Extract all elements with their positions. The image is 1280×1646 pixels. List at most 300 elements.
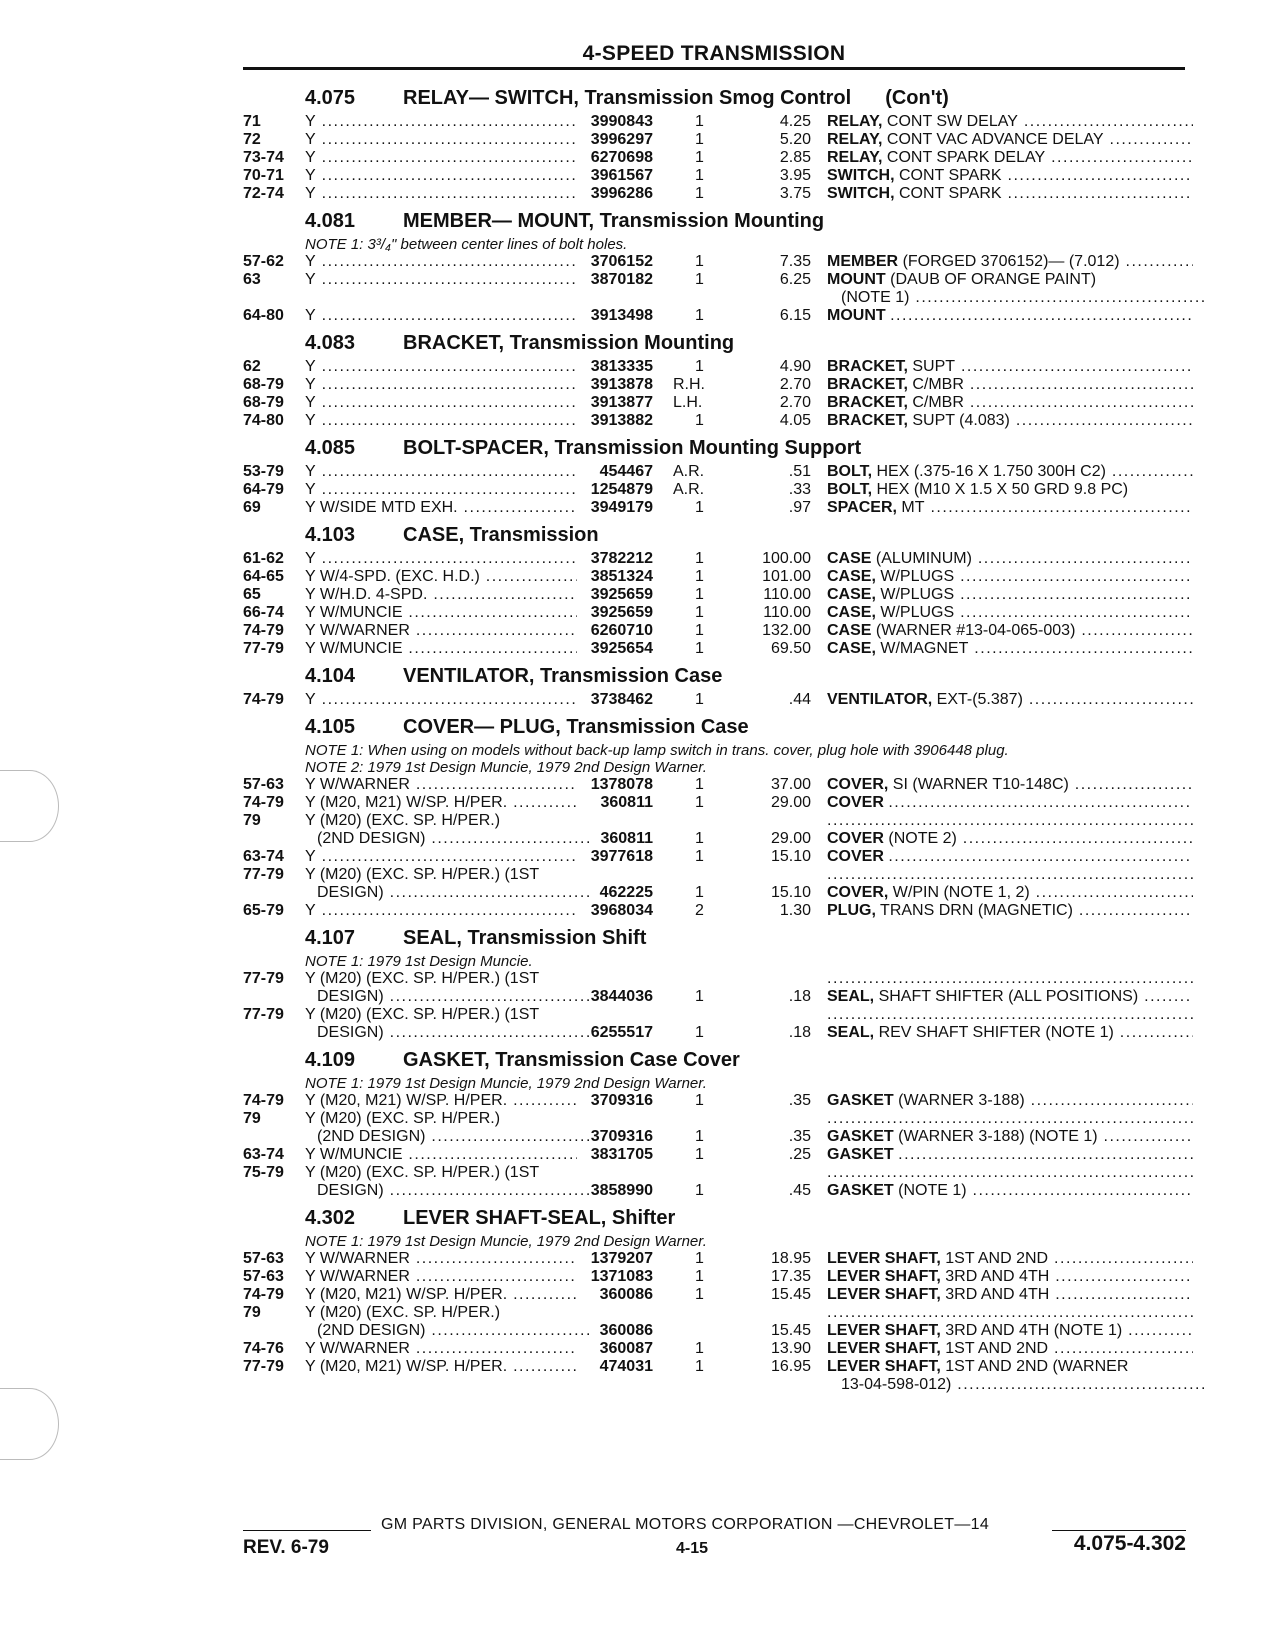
table-row [243, 568, 1193, 586]
description-noun: CASE, [827, 640, 876, 657]
application-text: (2ND DESIGN) [317, 1128, 426, 1145]
application [305, 167, 577, 185]
model-year: 74-79 [243, 794, 284, 811]
section-title: RELAY— SWITCH, Transmission Smog Control [403, 87, 852, 109]
part-number: 6255517 [590, 1024, 653, 1041]
description-noun: COVER, [827, 884, 889, 901]
table-row [243, 776, 1193, 794]
application-text: Y (M20) (EXC. SP. H/PER.) (1ST [305, 970, 540, 987]
description [827, 1092, 1193, 1110]
model-year: 72 [243, 131, 261, 148]
description-noun: CASE [827, 550, 872, 567]
model-year: 77-79 [243, 866, 284, 883]
quantity: 1 [695, 113, 704, 130]
price: .51 [788, 463, 811, 480]
section-range: 4.075-4.302 [1073, 1532, 1186, 1555]
table-row [243, 412, 1193, 430]
price: 15.45 [770, 1322, 811, 1339]
table-row [243, 358, 1193, 376]
table-row [243, 376, 1193, 394]
model-year: 77-79 [243, 1006, 284, 1023]
description-text: HEX (M10 X 1.5 X 50 GRD 9.8 PC) [876, 481, 1129, 498]
description [827, 1268, 1193, 1286]
description-noun: CASE, [827, 604, 876, 621]
application [305, 776, 577, 794]
application-text: Y W/MUNCIE [305, 1146, 403, 1163]
part-number: 1254879 [590, 481, 653, 498]
application-text: Y W/WARNER [305, 776, 410, 793]
description [827, 776, 1193, 794]
part-number: 3968034 [590, 902, 653, 919]
price: 101.00 [762, 568, 811, 585]
table-row [243, 1250, 1193, 1268]
footer-rule-left [243, 1530, 371, 1531]
table-row [243, 640, 1193, 658]
part-number: 454467 [599, 463, 653, 480]
part-number: 3990843 [590, 113, 653, 130]
application [305, 622, 577, 640]
section-number: 4.085 [305, 437, 356, 459]
part-number: 360811 [600, 830, 653, 847]
part-number: 3913878 [590, 376, 653, 393]
section-number: 4.083 [305, 332, 356, 354]
quantity: 1 [695, 412, 704, 429]
table-row [243, 550, 1193, 568]
description-noun: CASE, [827, 568, 876, 585]
part-number: 3996297 [590, 131, 653, 148]
description-noun: LEVER SHAFT, [827, 1358, 941, 1375]
price: 29.00 [770, 830, 811, 847]
description [827, 1286, 1193, 1304]
application-text: Y [305, 481, 316, 498]
description-text: (DAUB OF ORANGE PAINT) [890, 271, 1097, 288]
quantity: 1 [695, 794, 704, 811]
part-number: 3996286 [590, 185, 653, 202]
application [305, 1304, 577, 1322]
description-text: EXT-(5.387) [936, 691, 1023, 708]
quantity: 1 [695, 271, 704, 288]
part-number: 3870182 [590, 271, 653, 288]
description [827, 167, 1193, 185]
quantity: L.H. [673, 394, 703, 411]
description [827, 830, 1193, 848]
price: 1.30 [779, 902, 811, 919]
price: .35 [788, 1092, 811, 1109]
application-text: DESIGN) [317, 1024, 384, 1041]
model-year: 72-74 [243, 185, 284, 202]
description-noun: CASE, [827, 586, 876, 603]
application-text: Y [305, 131, 316, 148]
price: .45 [788, 1182, 811, 1199]
price: 4.25 [779, 113, 811, 130]
section-number: 4.081 [305, 210, 356, 232]
quantity: 1 [695, 1024, 704, 1041]
description-text: 1ST AND 2ND [945, 1340, 1049, 1357]
description-noun: BOLT, [827, 463, 873, 480]
table-row [243, 1358, 1193, 1376]
description-text: (WARNER 3-188) (NOTE 1) [898, 1128, 1098, 1145]
price: 2.70 [779, 394, 811, 411]
application-text: Y (M20, M21) W/SP. H/PER. [305, 1092, 508, 1109]
section-number: 4.075 [305, 87, 356, 109]
section-heading [243, 329, 1193, 358]
table-row [243, 604, 1193, 622]
model-year: 79 [243, 1110, 261, 1127]
part-number: 3858990 [590, 1182, 653, 1199]
description [827, 884, 1193, 902]
section-note: NOTE 1: 1979 1st Design Muncie. [305, 953, 533, 970]
model-year: 74-79 [243, 1286, 284, 1303]
section-title: CASE, Transmission [403, 524, 599, 546]
table-row [243, 970, 1193, 988]
description-noun: GASKET [827, 1128, 894, 1145]
description [827, 812, 1193, 830]
model-year: 75-79 [243, 1164, 284, 1181]
description-noun: LEVER SHAFT, [827, 1322, 941, 1339]
description [827, 1304, 1193, 1322]
model-year: 79 [243, 812, 261, 829]
application-text: Y [305, 271, 316, 288]
description-noun: CASE [827, 622, 872, 639]
price: 37.00 [770, 776, 811, 793]
description [827, 1006, 1193, 1024]
section-title: VENTILATOR, Transmission Case [403, 665, 723, 687]
description [827, 499, 1193, 517]
application-text: Y W/MUNCIE [305, 640, 403, 657]
table-row [243, 481, 1193, 499]
price: 15.45 [770, 1286, 811, 1303]
description [827, 1250, 1193, 1268]
description-noun: MOUNT [827, 271, 886, 288]
quantity: 1 [695, 640, 704, 657]
application-text: Y [305, 394, 316, 411]
application [305, 131, 577, 149]
description-text: (NOTE 1) [898, 1182, 967, 1199]
model-year: 63 [243, 271, 261, 288]
model-year: 71 [243, 113, 261, 130]
quantity: 1 [695, 586, 704, 603]
price: 4.05 [779, 412, 811, 429]
section-heading [243, 521, 1193, 550]
description [827, 149, 1193, 167]
application-text: Y [305, 167, 316, 184]
application-text: Y W/SIDE MTD EXH. [305, 499, 458, 516]
table-row [243, 586, 1193, 604]
table-row [243, 848, 1193, 866]
model-year: 66-74 [243, 604, 284, 621]
price: .33 [788, 481, 811, 498]
table-row [243, 271, 1193, 289]
application [305, 902, 577, 920]
section-heading [243, 434, 1193, 463]
application [305, 812, 577, 830]
description-text: 3RD AND 4TH [945, 1268, 1050, 1285]
part-number: 3813335 [590, 358, 653, 375]
description [827, 185, 1193, 203]
description-text: W/PLUGS [880, 568, 955, 585]
application [305, 307, 577, 325]
description-noun: LEVER SHAFT, [827, 1250, 941, 1267]
part-number: 3738462 [590, 691, 653, 708]
part-number: 3831705 [590, 1146, 653, 1163]
description-text: MT [901, 499, 925, 516]
application-text: DESIGN) [317, 988, 384, 1005]
section-heading [243, 1204, 1193, 1233]
description [827, 988, 1193, 1006]
application-text: Y [305, 550, 316, 567]
part-number: 1378078 [590, 776, 653, 793]
part-number: 360086 [599, 1286, 653, 1303]
application [317, 1024, 589, 1042]
model-year: 65-79 [243, 902, 284, 919]
application-text: Y W/4-SPD. (EXC. H.D.) [305, 568, 480, 585]
price: 3.75 [779, 185, 811, 202]
application [317, 1322, 589, 1340]
application [305, 1164, 577, 1182]
table-row [243, 185, 1193, 203]
model-year: 68-79 [243, 394, 284, 411]
model-year: 74-79 [243, 691, 284, 708]
description [827, 307, 1193, 325]
price: 3.95 [779, 167, 811, 184]
price: .35 [788, 1128, 811, 1145]
application-text: Y (M20) (EXC. SP. H/PER.) [305, 1304, 501, 1321]
part-number: 6260710 [590, 622, 653, 639]
price: .18 [788, 1024, 811, 1041]
table-row [243, 167, 1193, 185]
application-text: Y W/MUNCIE [305, 604, 403, 621]
application-text: Y [305, 902, 316, 919]
quantity: 1 [695, 1182, 704, 1199]
price: 17.35 [770, 1268, 811, 1285]
application-text: Y [305, 376, 316, 393]
quantity: 1 [695, 830, 704, 847]
model-year: 57-63 [243, 1250, 284, 1267]
section-number: 4.104 [305, 665, 356, 687]
application-text: Y W/H.D. 4-SPD. [305, 586, 428, 603]
table-row [243, 884, 1193, 902]
model-year: 77-79 [243, 1358, 284, 1375]
part-number: 3844036 [590, 988, 653, 1005]
part-number: 3709316 [590, 1128, 653, 1145]
table-row [243, 1128, 1193, 1146]
price: .18 [788, 988, 811, 1005]
section-heading [243, 1046, 1193, 1075]
application-text: Y (M20) (EXC. SP. H/PER.) [305, 812, 501, 829]
description-text: SUPT [912, 358, 956, 375]
part-number: 360086 [599, 1322, 653, 1339]
table-row [243, 1006, 1193, 1024]
description-noun: COVER [827, 830, 884, 847]
application [305, 412, 577, 430]
application [305, 481, 577, 499]
quantity: 1 [695, 131, 704, 148]
application-text: Y [305, 412, 316, 429]
description [827, 1358, 1193, 1376]
quantity: 1 [695, 253, 704, 270]
quantity: A.R. [673, 463, 705, 480]
table-row [243, 866, 1193, 884]
application-text: Y [305, 149, 316, 166]
quantity: 1 [695, 1250, 704, 1267]
quantity: 1 [695, 884, 704, 901]
description-noun: LEVER SHAFT, [827, 1286, 941, 1303]
table-row [243, 812, 1193, 830]
section-note: NOTE 1: 1979 1st Design Muncie, 1979 2nd Design Warner. [305, 1075, 707, 1092]
description [827, 1128, 1193, 1146]
section-title: BOLT-SPACER, Transmission Mounting Support [403, 437, 862, 459]
parts-list [243, 80, 1193, 1394]
description-text: SI (WARNER T10-148C) [892, 776, 1069, 793]
description [827, 1024, 1193, 1042]
description [827, 271, 1193, 289]
description-text: (WARNER 3-188) [898, 1092, 1025, 1109]
price: 15.10 [770, 848, 811, 865]
application-text: Y [305, 691, 316, 708]
application-text: Y [305, 358, 316, 375]
section-note: NOTE 1: 1979 1st Design Muncie, 1979 2nd Design Warner. [305, 1233, 707, 1250]
description-noun: PLUG, [827, 902, 876, 919]
quantity: 1 [695, 550, 704, 567]
table-row [243, 1110, 1193, 1128]
table-row [243, 1092, 1193, 1110]
description-text: W/MAGNET [880, 640, 969, 657]
application [305, 113, 577, 131]
description [827, 568, 1193, 586]
application-text: Y W/WARNER [305, 622, 410, 639]
description [841, 289, 1207, 307]
application [305, 794, 577, 812]
price: 13.90 [770, 1340, 811, 1357]
description [827, 1146, 1193, 1164]
section-note: NOTE 1: When using on models without back-up lamp switch in trans. cover, plug hole with 3906448 plug. [305, 742, 1009, 759]
revision-date: REV. 6-79 [243, 1537, 329, 1558]
table-row [243, 1340, 1193, 1358]
application [305, 604, 577, 622]
quantity: 1 [695, 1146, 704, 1163]
application-text: Y W/WARNER [305, 1268, 410, 1285]
quantity: R.H. [673, 376, 705, 393]
description-text: 1ST AND 2ND [945, 1250, 1049, 1267]
model-year: 69 [243, 499, 261, 516]
description [827, 1322, 1193, 1340]
table-row [243, 131, 1193, 149]
description [827, 481, 1193, 499]
price: 29.00 [770, 794, 811, 811]
description [827, 1164, 1193, 1182]
table-row [243, 1146, 1193, 1164]
application [305, 1092, 577, 1110]
description-noun: BRACKET, [827, 394, 908, 411]
model-year: 63-74 [243, 848, 284, 865]
description [827, 412, 1193, 430]
table-row [243, 253, 1193, 271]
table-row [243, 289, 1193, 307]
price: 6.15 [779, 307, 811, 324]
description-noun: LEVER SHAFT, [827, 1340, 941, 1357]
quantity: 1 [695, 988, 704, 1005]
application [305, 1340, 577, 1358]
model-year: 53-79 [243, 463, 284, 480]
description-noun: VENTILATOR, [827, 691, 933, 708]
description-text: (WARNER #13-04-065-003) [875, 622, 1076, 639]
description [827, 376, 1193, 394]
table-row [243, 1286, 1193, 1304]
section-number: 4.302 [305, 1207, 356, 1229]
application [317, 988, 589, 1006]
quantity: A.R. [673, 481, 705, 498]
model-year: 64-80 [243, 307, 284, 324]
application [305, 970, 577, 988]
description-noun: SWITCH, [827, 167, 895, 184]
page-number: 4-15 [676, 1540, 709, 1557]
quantity: 1 [695, 499, 704, 516]
description [827, 394, 1193, 412]
application [305, 1286, 577, 1304]
header-rule [243, 67, 1185, 70]
application [305, 376, 577, 394]
description-noun: RELAY, [827, 113, 883, 130]
application [305, 1358, 577, 1376]
description [827, 358, 1193, 376]
description-text: 3RD AND 4TH (NOTE 1) [945, 1322, 1123, 1339]
quantity: 1 [695, 568, 704, 585]
price: .97 [788, 499, 811, 516]
description-noun: RELAY, [827, 149, 883, 166]
application [305, 185, 577, 203]
quantity: 1 [695, 167, 704, 184]
description [827, 866, 1193, 884]
description-noun: MOUNT [827, 307, 886, 324]
part-number: 1379207 [590, 1250, 653, 1267]
description [827, 586, 1193, 604]
section-title: LEVER SHAFT-SEAL, Shifter [403, 1207, 676, 1229]
punch-hole-mark [0, 1388, 59, 1460]
table-row [243, 394, 1193, 412]
section-title: MEMBER— MOUNT, Transmission Mounting [403, 210, 825, 232]
description [827, 640, 1193, 658]
price: 69.50 [770, 640, 811, 657]
description-noun: BRACKET, [827, 376, 908, 393]
application-text: Y (M20, M21) W/SP. H/PER. [305, 1358, 508, 1375]
quantity: 1 [695, 149, 704, 166]
description-text: CONT SPARK DELAY [886, 149, 1046, 166]
part-number: 474031 [599, 1358, 653, 1375]
application [317, 884, 589, 902]
price: 4.90 [779, 358, 811, 375]
application [305, 568, 577, 586]
application-text: Y W/WARNER [305, 1250, 410, 1267]
description-noun: BOLT, [827, 481, 873, 498]
part-number: 360811 [600, 794, 653, 811]
table-row [243, 1164, 1193, 1182]
part-number: 3913882 [590, 412, 653, 429]
description [827, 848, 1193, 866]
section-note: NOTE 2: 1979 1st Design Muncie, 1979 2nd Design Warner. [305, 759, 707, 776]
application [305, 463, 577, 481]
application-text: Y [305, 848, 316, 865]
description-text: (FORGED 3706152)— (7.012) [902, 253, 1120, 270]
description-text: CONT SPARK [899, 185, 1002, 202]
description-noun: BRACKET, [827, 358, 908, 375]
description-text: W/PLUGS [880, 586, 955, 603]
part-number: 360087 [599, 1340, 653, 1357]
price: 2.85 [779, 149, 811, 166]
description-text: (NOTE 1) [841, 289, 910, 306]
part-number: 462225 [599, 884, 653, 901]
application-text: Y (M20) (EXC. SP. H/PER.) (1ST [305, 866, 540, 883]
table-row [243, 307, 1193, 325]
